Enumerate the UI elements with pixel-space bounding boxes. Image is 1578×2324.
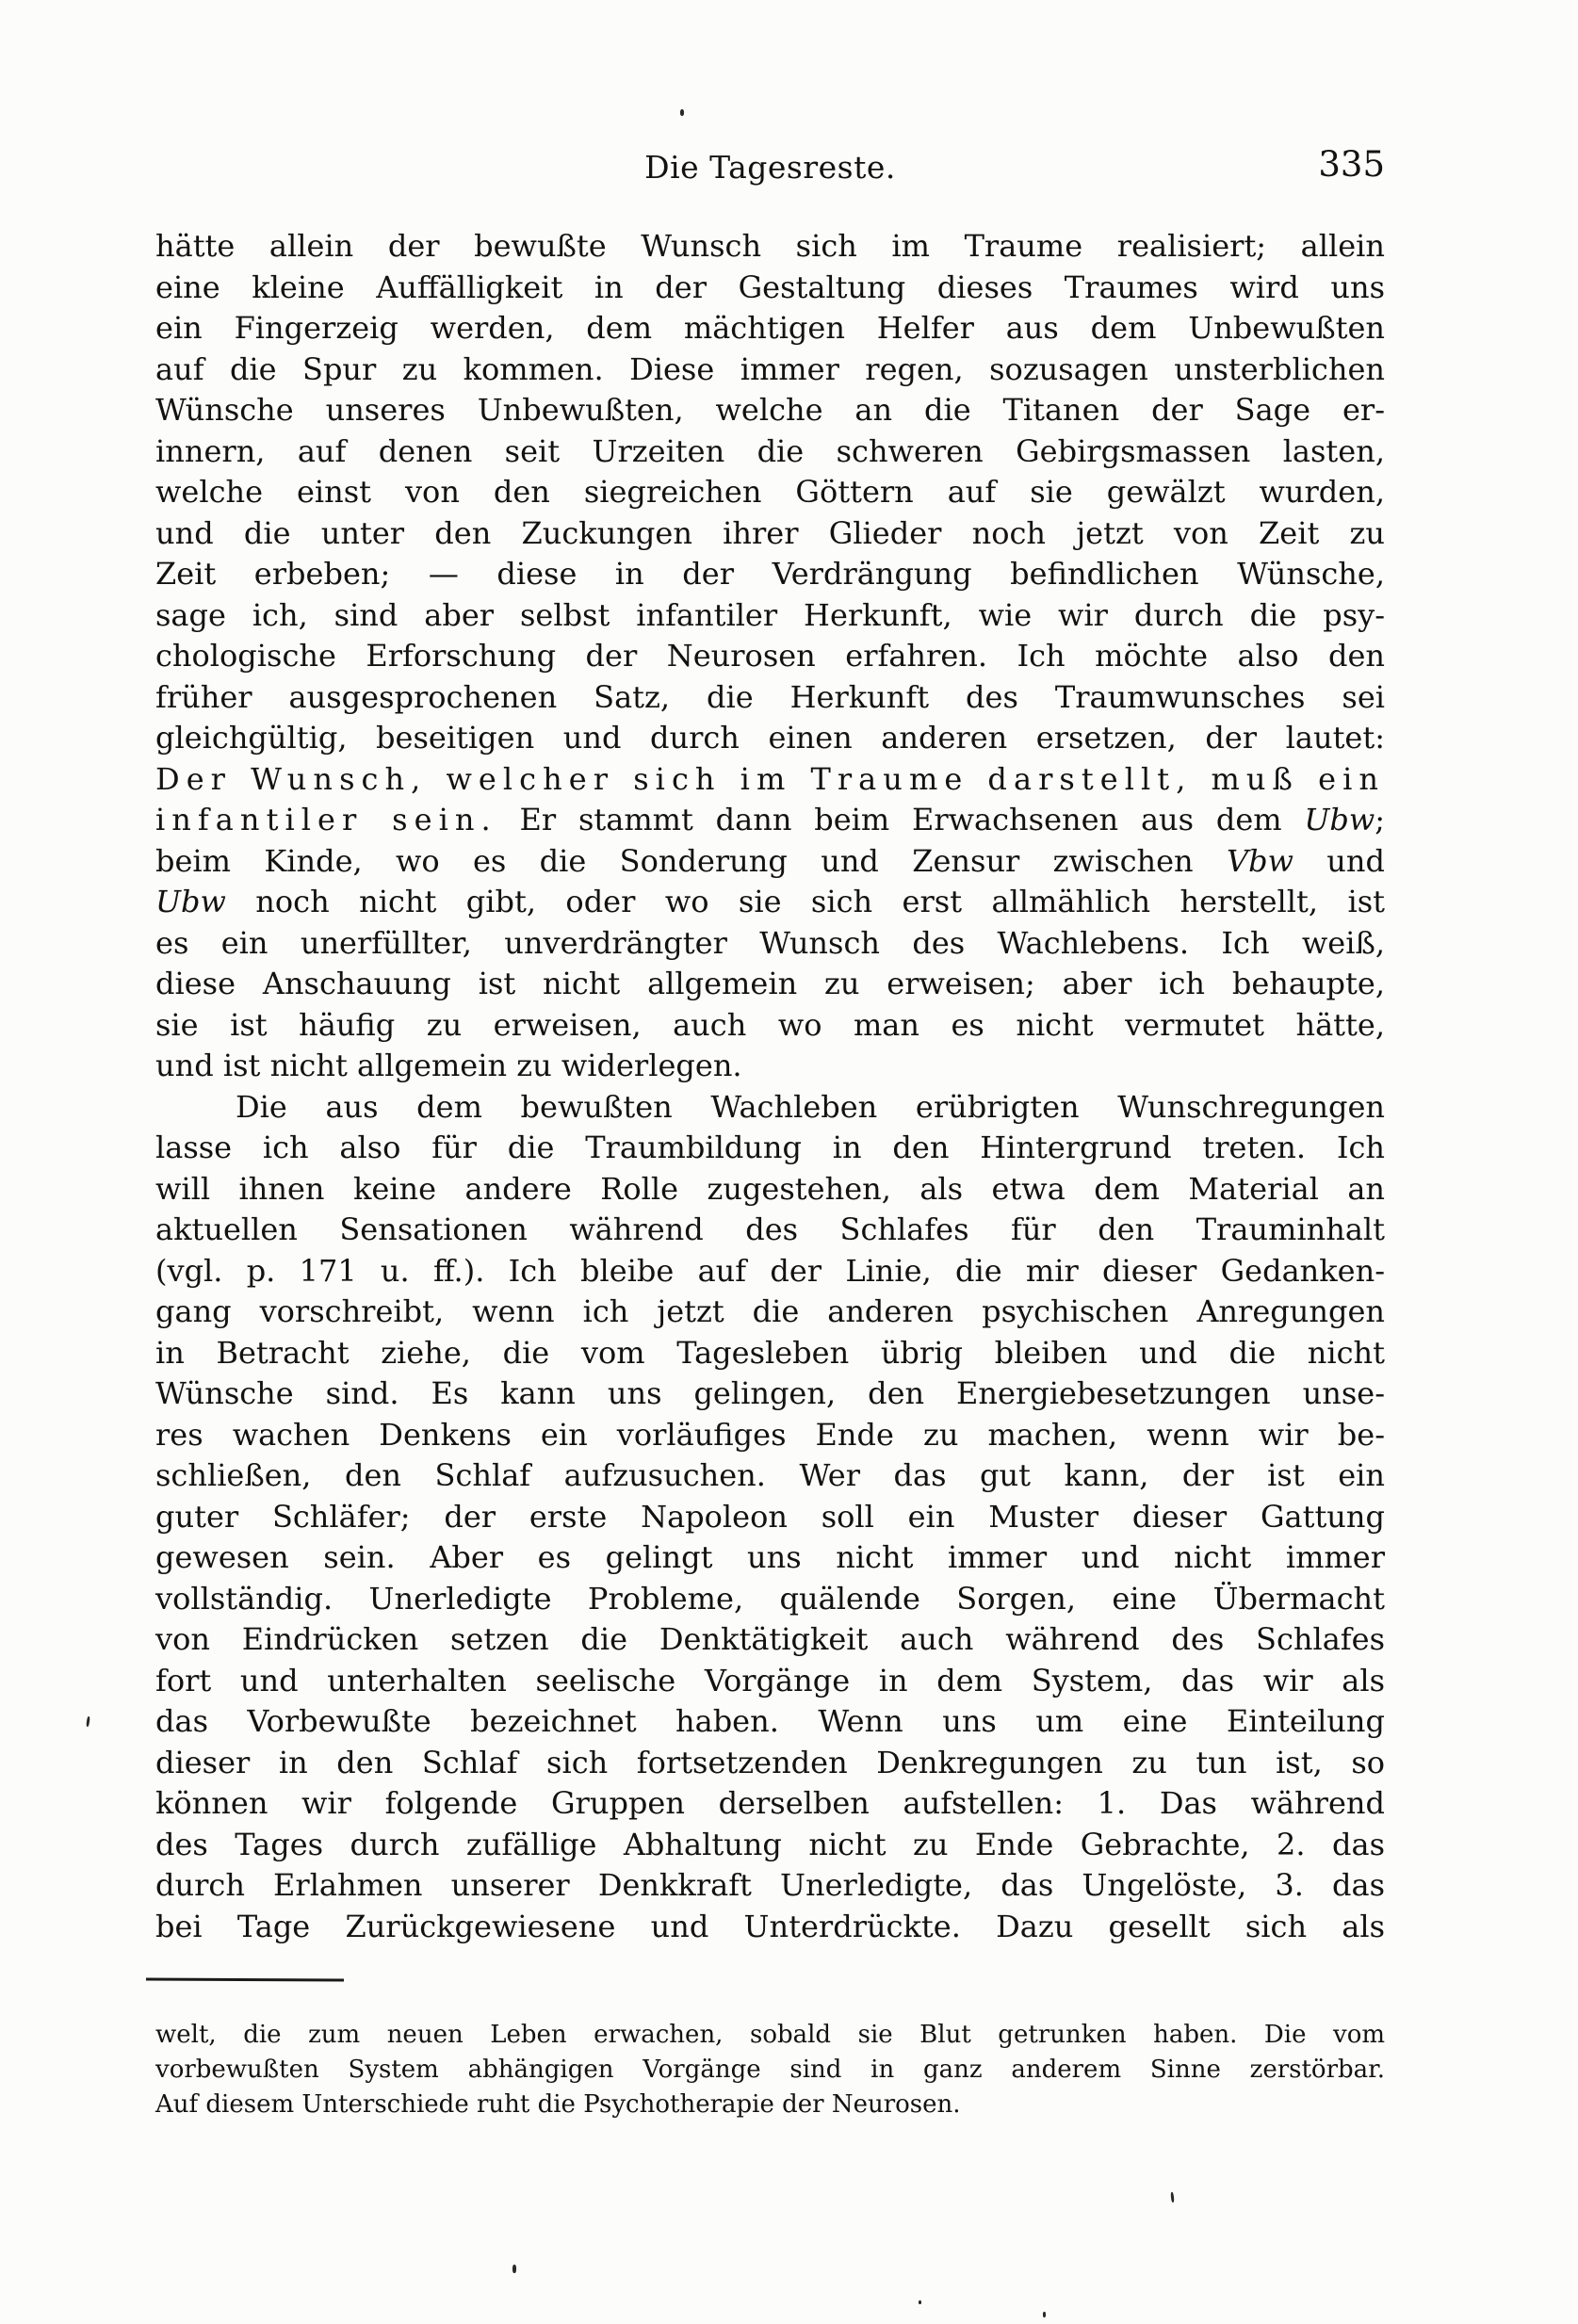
text-segment: welt, die zum neuen Leben erwachen, sobald sie Blut getrunken haben. Die vom — [155, 2021, 1385, 2049]
text-line — [155, 1661, 1385, 1702]
text-segment: sie ist häufig zu erweisen, auch wo man es nicht vermutet hätte, — [155, 1006, 1385, 1043]
text-line — [155, 1537, 1385, 1579]
text-line — [155, 1579, 1385, 1620]
text-line — [155, 759, 1385, 801]
text-line — [155, 554, 1385, 595]
text-line — [155, 1907, 1385, 1948]
paragraph — [155, 226, 1385, 1087]
running-header-title: Die Tagesreste. — [644, 149, 896, 186]
text-segment: vorbewußten System abhängigen Vorgänge sind in ganz anderem Sinne zerstörbar. — [155, 2056, 1385, 2084]
text-segment: des Tages durch zufällige Abhaltung nicht zu Ende Gebrachte, 2. das — [155, 1826, 1385, 1862]
text-line — [155, 841, 1385, 883]
text-segment: gang vorschreibt, wenn ich jetzt die anderen psychischen Anregungen — [155, 1293, 1385, 1329]
text-segment: vollständig. Unerledigte Probleme, quälende Sorgen, eine Übermacht — [155, 1580, 1385, 1617]
italic-term: Ubw — [155, 884, 226, 919]
text-line — [155, 1865, 1385, 1907]
text-segment: und die unter den Zuckungen ihrer Glieder noch jetzt von Zeit zu — [155, 514, 1385, 551]
text-line — [155, 226, 1385, 268]
text-segment: gleichgültig, beseitigen und durch einen anderen ersetzen, der lautet: — [155, 720, 1385, 756]
text-segment: Die aus dem bewußten Wachleben erübrigten Wunschregungen — [236, 1088, 1385, 1125]
footnote-separator-rule — [146, 1977, 344, 1981]
text-line — [155, 964, 1385, 1005]
text-segment: ein Fingerzeig werden, dem mächtigen Helfer aus dem Unbewußten — [155, 310, 1385, 346]
text-line — [155, 718, 1385, 759]
italic-term: Ubw — [1304, 802, 1375, 837]
footnote-line — [155, 2053, 1385, 2088]
text-segment: bei Tage Zurückgewiesene und Unterdrückte. Dazu gesellt sich als — [155, 1908, 1385, 1944]
text-line — [155, 1005, 1385, 1047]
text-segment: Zeit erbeben; — diese in der Verdrängung befindlichen Wünsche, — [155, 556, 1385, 592]
text-line — [155, 1455, 1385, 1497]
text-line — [155, 1743, 1385, 1784]
scan-speck — [1170, 2192, 1174, 2202]
page-number: 335 — [1318, 144, 1385, 185]
text-segment: will ihnen keine andere Rolle zugestehen, als etwa dem Material an — [155, 1170, 1385, 1207]
text-line — [155, 268, 1385, 309]
scan-speck — [512, 2265, 516, 2273]
text-segment: noch nicht gibt, oder wo sie sich erst allmählich herstellt, ist — [225, 884, 1385, 919]
scan-speck — [1043, 2312, 1046, 2317]
text-segment: und ist nicht allgemein zu widerlegen. — [155, 1048, 742, 1083]
paragraph — [155, 1087, 1385, 1948]
text-segment: diese Anschauung ist nicht allgemein zu erweisen; aber ich behaupte, — [155, 966, 1385, 1001]
text-segment: hätte allein der bewußte Wunsch sich im Traume realisiert; allein — [155, 228, 1385, 264]
text-line — [155, 431, 1385, 473]
text-segment: das Vorbewußte bezeichnet haben. Wenn uns um eine Einteilung — [155, 1703, 1385, 1739]
text-line — [155, 800, 1385, 841]
footnote-line — [155, 2018, 1385, 2053]
text-segment: in Betracht ziehe, die vom Tagesleben übrig bleiben und die nicht — [155, 1334, 1385, 1371]
text-line — [155, 1128, 1385, 1169]
spaced-emphasis: infantiler sein. — [155, 802, 497, 837]
footnote — [155, 2018, 1385, 2122]
text-line — [155, 308, 1385, 349]
italic-term: Vbw — [1226, 842, 1293, 879]
body-text — [155, 226, 1385, 1947]
text-segment: auf die Spur zu kommen. Diese immer regen, sozusagen unsterblichen — [155, 350, 1385, 387]
text-segment: eine kleine Auffälligkeit in der Gestaltung dieses Traumes wird uns — [155, 268, 1385, 305]
text-line — [155, 923, 1385, 965]
text-line — [155, 1825, 1385, 1866]
text-segment: aktuellen Sensationen während des Schlafes für den Trauminhalt — [155, 1211, 1385, 1247]
text-segment: von Eindrücken setzen die Denktätigkeit auch während des Schlafes — [155, 1621, 1385, 1657]
text-segment: durch Erlahmen unserer Denkkraft Unerledigte, das Ungelöste, 3. das — [155, 1867, 1385, 1903]
text-segment: fort und unterhalten seelische Vorgänge in dem System, das wir als — [155, 1662, 1385, 1698]
text-segment: innern, auf denen seit Urzeiten die schweren Gebirgsmassen lasten, — [155, 432, 1385, 469]
text-line — [155, 636, 1385, 677]
text-segment: chologische Erforschung der Neurosen erfahren. Ich möchte also den — [155, 638, 1385, 674]
text-line — [155, 349, 1385, 391]
footnote-line — [155, 2088, 1385, 2122]
text-segment: gewesen sein. Aber es gelingt uns nicht immer und nicht immer — [155, 1539, 1385, 1575]
text-line — [155, 882, 1385, 923]
text-segment: und — [1293, 842, 1385, 879]
text-segment: es ein unerfüllter, unverdrängter Wunsch des Wachlebens. Ich weiß, — [155, 924, 1385, 961]
text-segment: beim Kinde, wo es die Sonderung und Zensur zwischen — [155, 842, 1227, 879]
text-segment: Wünsche unseres Unbewußten, welche an die Titanen der Sage er- — [155, 392, 1385, 428]
text-segment: ; — [1375, 802, 1385, 837]
text-line — [155, 1169, 1385, 1211]
scan-speck — [86, 1716, 90, 1727]
text-line — [155, 677, 1385, 719]
spaced-emphasis: Der Wunsch, welcher sich im Traume darstellt, muß ein — [155, 760, 1385, 797]
text-line — [155, 1333, 1385, 1374]
text-line — [155, 1210, 1385, 1251]
text-segment: guter Schläfer; der erste Napoleon soll ein Muster dieser Gattung — [155, 1498, 1385, 1535]
text-segment: sage ich, sind aber selbst infantiler Herkunft, wie wir durch die psy- — [155, 596, 1385, 633]
text-line — [155, 390, 1385, 431]
running-header — [155, 146, 1385, 188]
text-segment: welche einst von den siegreichen Göttern auf sie gewälzt wurden, — [155, 474, 1385, 510]
scan-speck — [680, 109, 684, 116]
text-segment: res wachen Denkens ein vorläufiges Ende zu machen, wenn wir be- — [155, 1416, 1385, 1453]
text-line — [155, 1701, 1385, 1743]
text-line — [155, 1497, 1385, 1538]
text-line — [155, 513, 1385, 555]
text-line — [155, 1783, 1385, 1825]
text-line — [155, 1251, 1385, 1292]
text-segment: früher ausgesprochenen Satz, die Herkunft des Traumwunsches sei — [155, 678, 1385, 715]
scan-speck — [919, 2300, 921, 2304]
text-segment: können wir folgende Gruppen derselben aufstellen: 1. Das während — [155, 1785, 1385, 1821]
text-line — [155, 1373, 1385, 1415]
text-line — [155, 1087, 1385, 1129]
text-line — [155, 1046, 1385, 1087]
text-segment: Auf diesem Unterschiede ruht die Psychotherapie der Neurosen. — [155, 2090, 961, 2119]
text-line — [155, 1619, 1385, 1661]
text-line — [155, 595, 1385, 637]
text-segment: Er stammt dann beim Erwachsenen aus dem — [496, 802, 1305, 837]
text-line — [155, 1292, 1385, 1333]
text-segment: (vgl. p. 171 u. ff.). Ich bleibe auf der Linie, die mir dieser Gedanken- — [155, 1252, 1385, 1289]
text-line — [155, 1415, 1385, 1456]
text-line — [155, 472, 1385, 513]
text-segment: Wünsche sind. Es kann uns gelingen, den Energiebesetzungen unse- — [155, 1375, 1385, 1411]
text-segment: lasse ich also für die Traumbildung in den Hintergrund treten. Ich — [155, 1129, 1385, 1165]
text-segment: schließen, den Schlaf aufzusuchen. Wer das gut kann, der ist ein — [155, 1457, 1385, 1493]
text-segment: dieser in den Schlaf sich fortsetzenden Denkregungen zu tun ist, so — [155, 1744, 1385, 1780]
